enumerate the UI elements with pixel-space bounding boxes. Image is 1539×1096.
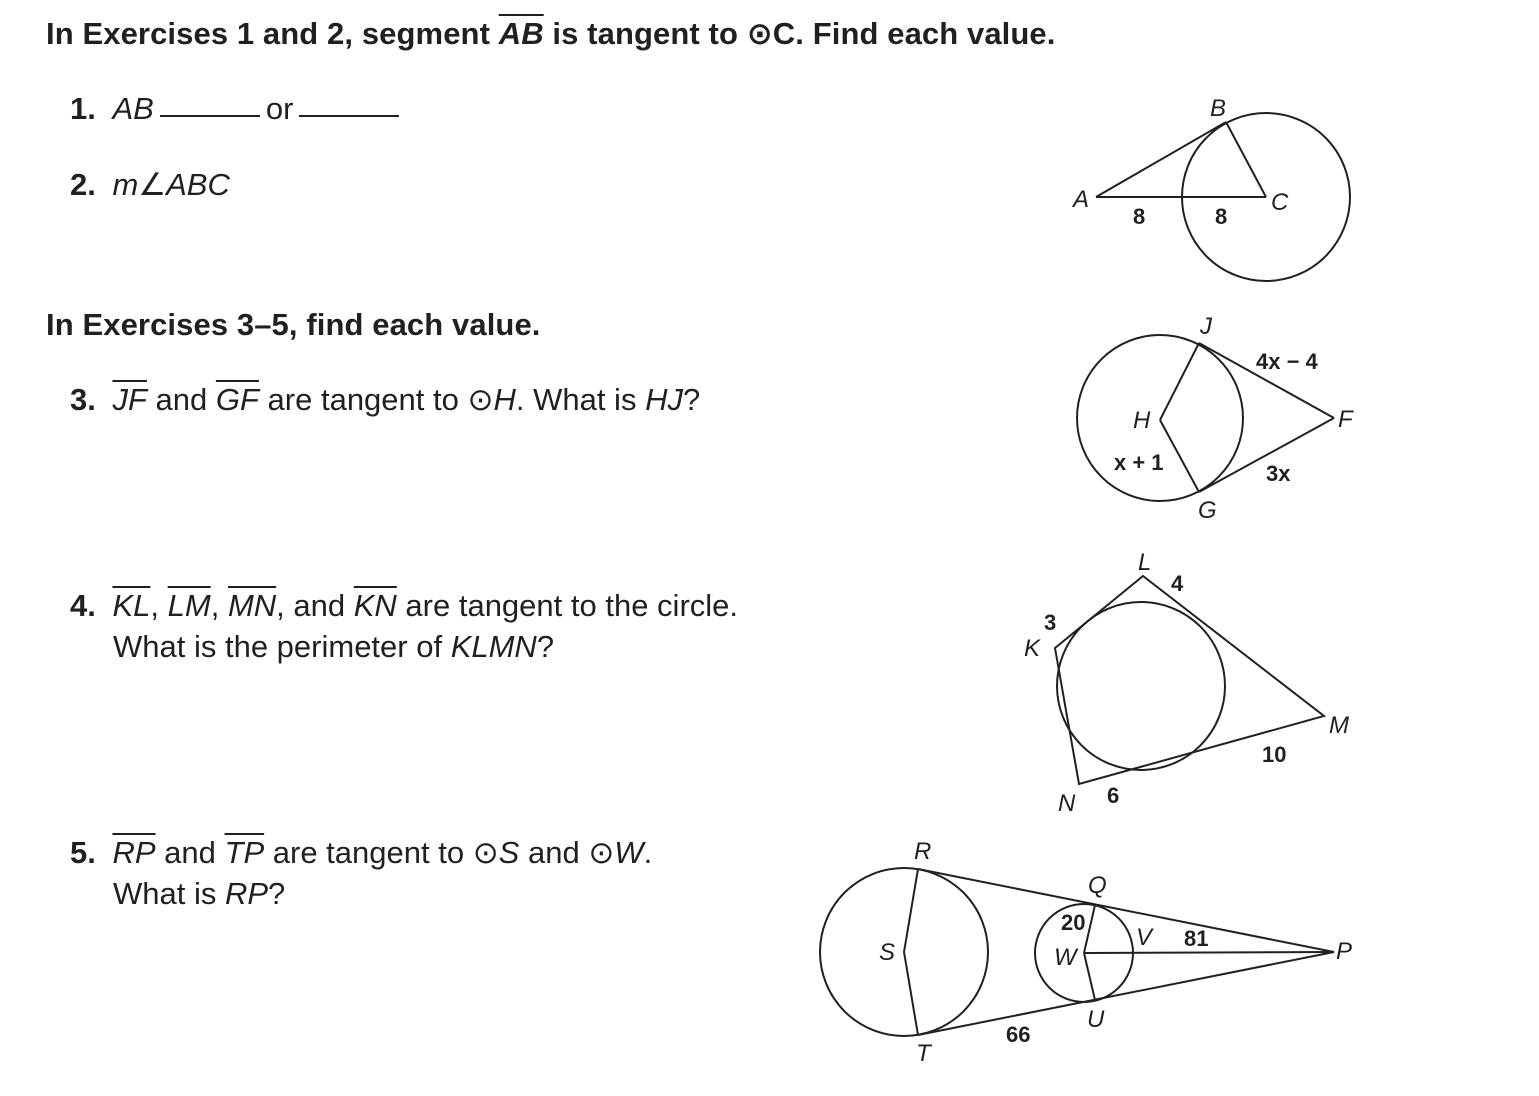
exercise-label: AB (112, 91, 154, 126)
quadrilateral-name: KLMN (450, 629, 537, 664)
point-label-v: V (1136, 924, 1153, 951)
point-label-l: L (1138, 549, 1152, 576)
text: ? (682, 382, 701, 417)
segment-rp (918, 869, 1334, 952)
exercise-number: 2. (70, 167, 96, 202)
point-label-w: W (1054, 944, 1077, 971)
segment-wq (1084, 905, 1095, 953)
circle-name: S (498, 835, 520, 870)
text: , (210, 588, 228, 623)
segment-bc (1226, 122, 1266, 197)
length-label-tu: 66 (1006, 1022, 1031, 1047)
length-label-nk: 6 (1107, 783, 1120, 808)
point-label-t: T (916, 1040, 931, 1067)
segment-ab (1096, 122, 1226, 197)
point-label-g: G (1198, 497, 1217, 524)
circle-symbol: ⊙ (746, 16, 773, 51)
heading-text: C. Find each value. (772, 16, 1056, 51)
point-label-n: N (1058, 790, 1076, 817)
text: , (150, 588, 168, 623)
target-segment: RP (224, 876, 269, 911)
segment-gf: $\overline{GF}$ (215, 382, 259, 417)
text: , and (276, 588, 354, 623)
point-label-f: F (1338, 406, 1353, 433)
figure-1 (1096, 113, 1350, 281)
point-label-j: J (1200, 313, 1212, 340)
section-2-heading: In Exercises 3–5, find each value. (46, 307, 541, 342)
point-label-s: S (879, 939, 896, 966)
circle-symbol: ⊙ (467, 382, 494, 417)
point-label-q: Q (1088, 872, 1107, 899)
point-label-p: P (1336, 938, 1353, 965)
exercise-number: 4. (70, 588, 96, 623)
segment-lm: $\overline{LM}$ (167, 588, 211, 623)
text: and (155, 835, 225, 870)
circle-symbol: ⊙ (472, 835, 499, 870)
length-label-dc: 8 (1215, 204, 1228, 229)
segment-wp (1084, 952, 1334, 953)
length-label-kl: 3 (1044, 610, 1057, 635)
text: ? (268, 876, 286, 911)
circle-symbol: ⊙ (588, 835, 615, 870)
segment-hg (1160, 420, 1199, 492)
target-segment: HJ (645, 382, 683, 417)
segment-kl: $\overline{KL}$ (112, 588, 151, 623)
exercise-label: m∠ABC (112, 167, 230, 202)
length-label-vp: 81 (1184, 926, 1209, 951)
point-label-r: R (914, 838, 932, 865)
text: are tangent to the circle. (396, 588, 739, 623)
segment-mn: $\overline{MN}$ (227, 588, 277, 623)
heading-text: In Exercises 1 and 2, segment (46, 16, 499, 51)
length-label-radius: x + 1 (1114, 450, 1164, 475)
circle-name: W (614, 835, 644, 870)
length-label-lm: 4 (1171, 571, 1184, 596)
circle-name: H (493, 382, 516, 417)
text: . What is (515, 382, 646, 417)
point-label-k: K (1024, 635, 1041, 662)
text: What is the perimeter of (113, 629, 451, 664)
or-text: or (265, 91, 294, 126)
point-label-b: B (1210, 95, 1227, 122)
heading-segment: $\overline{AB}$ (498, 16, 544, 51)
length-label-ad: 8 (1133, 204, 1146, 229)
length-label-jf: 4x − 4 (1256, 349, 1318, 374)
length-label-gf: 3x (1266, 461, 1291, 486)
segment-kn: $\overline{KN}$ (353, 588, 397, 623)
text: ? (536, 629, 555, 664)
exercise-number: 1. (70, 91, 96, 126)
text: . (643, 835, 653, 870)
segment-tp (918, 952, 1334, 1035)
segment-tp: $\overline{TP}$ (224, 835, 265, 870)
length-label-wq: 20 (1061, 910, 1086, 935)
segment-jf: $\overline{JF}$ (112, 382, 147, 417)
segment-wu (1084, 953, 1095, 1000)
text: are tangent to (264, 835, 473, 870)
point-label-a: A (1073, 186, 1090, 213)
text: are tangent to (258, 382, 468, 417)
point-label-c: C (1271, 189, 1289, 216)
segment-sr (904, 869, 918, 952)
segment-st (904, 952, 918, 1035)
text: and (146, 382, 216, 417)
text: What is (113, 876, 225, 911)
heading-text: is tangent to (543, 16, 747, 51)
point-label-u: U (1087, 1006, 1105, 1033)
figure-4 (820, 868, 1334, 1036)
segment-hj (1160, 343, 1199, 420)
segment-rp: $\overline{RP}$ (112, 835, 156, 870)
inscribed-circle (1057, 602, 1225, 770)
exercise-number: 3. (70, 382, 96, 417)
text: and (519, 835, 589, 870)
exercise-number: 5. (70, 835, 96, 870)
point-label-m: M (1329, 712, 1349, 739)
point-label-h: H (1133, 407, 1151, 434)
length-label-mn: 10 (1262, 742, 1287, 767)
